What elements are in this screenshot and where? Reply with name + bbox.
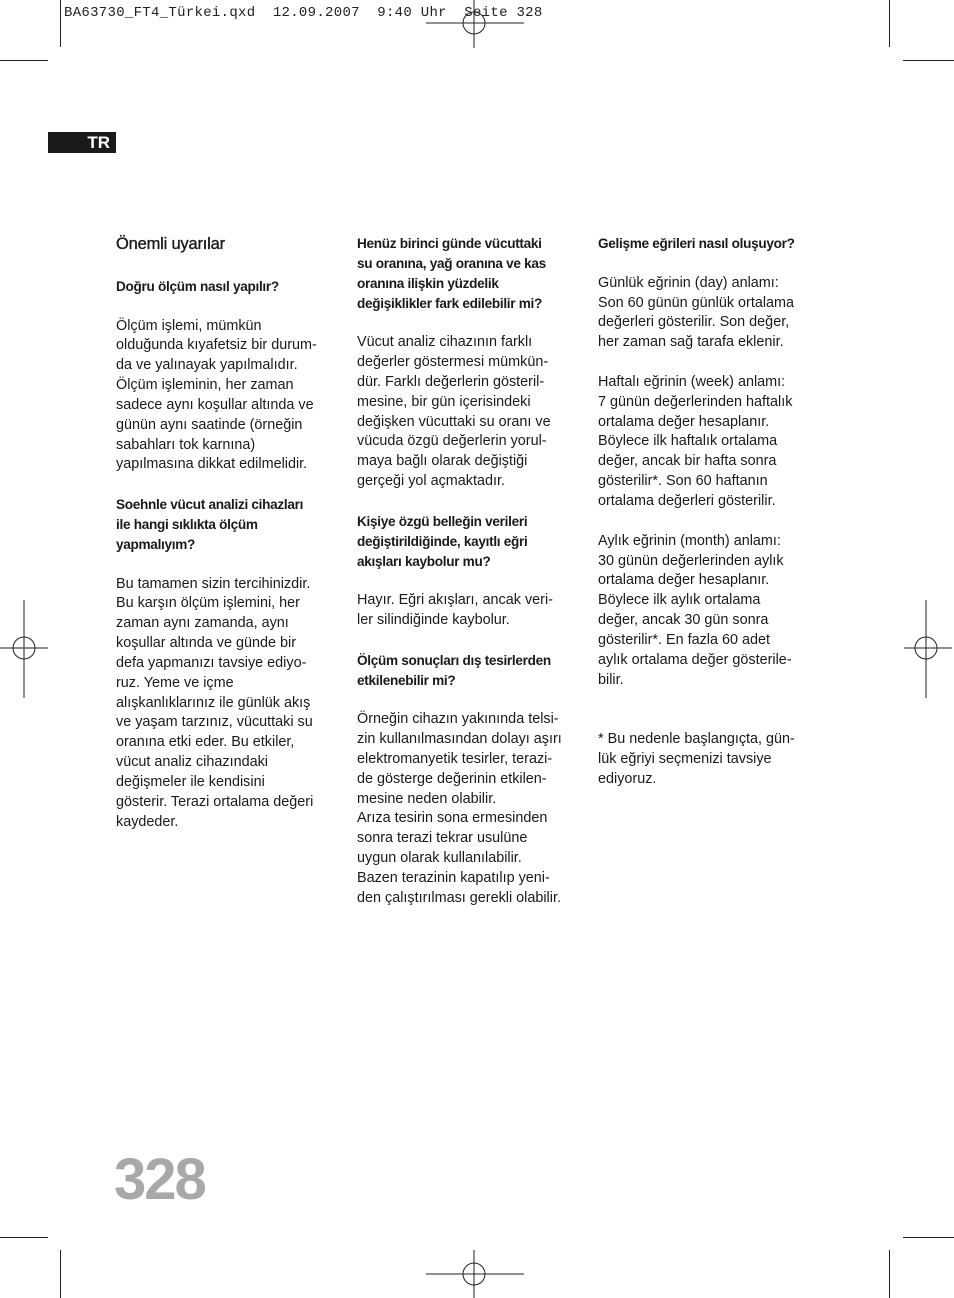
text-line: Son 60 günün günlük ortalama <box>598 294 795 311</box>
section-heading: Önemli uyarılar <box>116 235 225 253</box>
question-heading <box>116 277 338 297</box>
text-line: olduğunda kıyafetsiz bir durum- <box>116 337 317 354</box>
file-info-header: BA63730_FT4_Türkei.qxd 12.09.2007 9:40 Uhr Seite 328 <box>64 5 543 21</box>
body-paragraph <box>357 591 579 631</box>
text-line: ortalama değer hesaplanır. <box>598 572 770 589</box>
text-line: Bu tamamen sizin tercihinizdir. <box>116 575 311 592</box>
text-line: ortalama değerleri gösterilir. <box>598 492 776 509</box>
text-line: gösterilir*. En fazla 60 adet <box>598 631 770 648</box>
text-line: yapılmasına dikkat edilmelidir. <box>116 456 308 473</box>
text-column-3 <box>598 234 820 809</box>
text-line: uygun olarak kullanılabilir. <box>357 850 522 867</box>
text-line: defa yapmanızı tavsiye ediyo- <box>116 654 307 671</box>
text-line: akışları kaybolur mu? <box>357 553 491 569</box>
text-column-2 <box>357 234 579 929</box>
text-line: değiştirildiğinde, kayıtlı eğri <box>357 533 528 549</box>
text-line: gösterilir*. Son 60 haftanın <box>598 473 768 490</box>
question-heading <box>598 234 820 254</box>
text-line: değer, ancak bir hafta sonra <box>598 453 777 470</box>
text-line: elektromanyetik tesirler, terazi- <box>357 750 553 767</box>
text-line: gösterir. Terazi ortalama değeri <box>116 793 314 810</box>
text-line: ve yaşam tarzınız, vücuttaki su <box>116 714 313 731</box>
crop-mark-top-left-v <box>60 0 61 47</box>
body-paragraph <box>357 710 579 908</box>
text-line: bilir. <box>598 671 624 688</box>
text-line: Haftalı eğrinin (week) anlamı: <box>598 373 786 390</box>
body-paragraph <box>598 532 820 691</box>
text-line: 7 günün değerlerinden haftalık <box>598 393 793 410</box>
text-line: mesine, bir gün içerisindeki <box>357 393 531 410</box>
text-line: Soehnle vücut analizi cihazları <box>116 497 304 513</box>
registration-mark-left <box>0 600 48 698</box>
text-line: lük eğriyi seçmenizi tavsiye <box>598 750 772 767</box>
text-line: ler silindiğinde kaybolur. <box>357 612 510 629</box>
text-line: sabahları tok karnına) <box>116 436 256 453</box>
spacer <box>598 710 820 730</box>
text-line: sonra terazi tekrar usulüne <box>357 830 528 847</box>
text-line: değişmeler ile kendisini <box>116 773 265 790</box>
text-line: Gelişme eğrileri nasıl oluşuyor? <box>598 236 795 251</box>
text-line: oranına etki eder. Bu etkiler, <box>116 734 295 751</box>
text-column-1 <box>116 231 338 852</box>
text-line: ortalama değer hesaplanır. <box>598 413 770 430</box>
text-line: Ölçüm işleminin, her zaman <box>116 377 294 394</box>
body-paragraph <box>598 274 820 353</box>
crop-mark-bottom-left-h <box>0 1237 48 1238</box>
text-line: koşullar altında ve günde bir <box>116 635 296 652</box>
text-line: her zaman sağ tarafa eklenir. <box>598 334 784 351</box>
question-heading <box>357 651 579 691</box>
text-line: sadece aynı koşullar altında ve <box>116 396 314 413</box>
registration-mark-bottom <box>426 1250 524 1298</box>
text-line: Örneğin cihazın yakınında telsi- <box>357 711 559 728</box>
text-line: 30 günün değerlerinden aylık <box>598 552 784 569</box>
text-line: Arıza tesirin sona ermesinden <box>357 810 548 827</box>
text-line: oranına ilişkin yüzdelik <box>357 275 499 291</box>
text-line: vücuda özgü değerlerin yorul- <box>357 433 547 450</box>
text-line: zaman aynı zamanda, aynı <box>116 615 289 632</box>
question-heading <box>357 234 579 313</box>
text-line: ediyoruz. <box>598 770 657 787</box>
registration-mark-right <box>904 600 952 698</box>
text-line: alışkanlıklarınız ile günlük akış <box>116 694 311 711</box>
crop-mark-top-left-h <box>0 60 48 61</box>
text-line: Hayır. Eğri akışları, ancak veri- <box>357 592 553 609</box>
text-line: Doğru ölçüm nasıl yapılır? <box>116 278 279 294</box>
text-line: aylık ortalama değer gösterile- <box>598 651 792 668</box>
crop-mark-bottom-right-v <box>889 1250 890 1298</box>
text-line: Bazen terazinin kapatılıp yeni- <box>357 870 550 886</box>
text-line: de gösterge değerinin etkilen- <box>357 770 547 787</box>
body-paragraph <box>116 575 338 833</box>
body-paragraph <box>116 317 338 476</box>
text-line: Aylık eğrinin (month) anlamı: <box>598 532 781 549</box>
body-paragraph <box>357 333 579 492</box>
text-line: Günlük eğrinin (day) anlamı: <box>598 274 779 291</box>
text-line: Böylece ilk haftalık ortalama <box>598 433 778 450</box>
text-line: ruz. Yeme ve içme <box>116 674 234 691</box>
crop-mark-top-right-v <box>889 0 890 47</box>
page-number: 328 <box>114 1147 205 1212</box>
text-line: Böylece ilk aylık ortalama <box>598 592 761 609</box>
registration-mark-top <box>426 0 524 48</box>
text-line: da ve yalınayak yapılmalıdır. <box>116 357 298 374</box>
text-line: değişken vücuttaki su oranı ve <box>357 413 551 430</box>
text-line: kaydeder. <box>116 813 179 830</box>
text-line: değişiklikler fark edilebilir mi? <box>357 295 543 311</box>
text-line: değerleri gösterilir. Son değer, <box>598 314 790 331</box>
text-line: günün aynı saatinde (örneğin <box>116 416 303 433</box>
text-line: gerçeği yol açmaktadır. <box>357 473 505 490</box>
body-paragraph <box>598 730 820 790</box>
text-line: yapmalıyım? <box>116 536 196 552</box>
language-tab: TR <box>48 132 116 153</box>
text-line: Kişiye özgü belleğin verileri <box>357 513 528 529</box>
text-line: maya bağlı olarak değiştiği <box>357 453 528 470</box>
crop-mark-bottom-left-v <box>60 1250 61 1298</box>
text-line: Vücut analiz cihazının farklı <box>357 334 533 351</box>
text-line: vücut analiz cihazındaki <box>116 754 268 771</box>
body-paragraph <box>598 373 820 512</box>
text-line: * Bu nedenle başlangıçta, gün- <box>598 731 795 748</box>
text-line: Bu karşın ölçüm işlemini, her <box>116 595 300 612</box>
text-line: mesine neden olabilir. <box>357 790 497 807</box>
text-line: Henüz birinci günde vücuttaki <box>357 236 542 251</box>
crop-mark-top-right-h <box>903 60 954 61</box>
text-line: etkilenebilir mi? <box>357 672 456 688</box>
text-line: zin kullanılmasından dolayı aşırı <box>357 731 562 748</box>
text-line: Ölçüm sonuçları dış tesirlerden <box>357 652 551 668</box>
crop-mark-bottom-right-h <box>903 1237 954 1238</box>
text-line: dür. Farklı değerlerin gösteril- <box>357 373 545 390</box>
text-line: değer, ancak 30 gün sonra <box>598 612 769 629</box>
text-line: su oranına, yağ oranına ve kas <box>357 255 546 271</box>
text-line: den çalıştırılması gerekli olabilir. <box>357 889 561 906</box>
text-line: değerler göstermesi mümkün- <box>357 354 549 371</box>
question-heading <box>357 512 579 572</box>
question-heading <box>116 495 338 555</box>
text-line: Ölçüm işlemi, mümkün <box>116 317 262 334</box>
text-line: ile hangi sıklıkta ölçüm <box>116 516 258 532</box>
